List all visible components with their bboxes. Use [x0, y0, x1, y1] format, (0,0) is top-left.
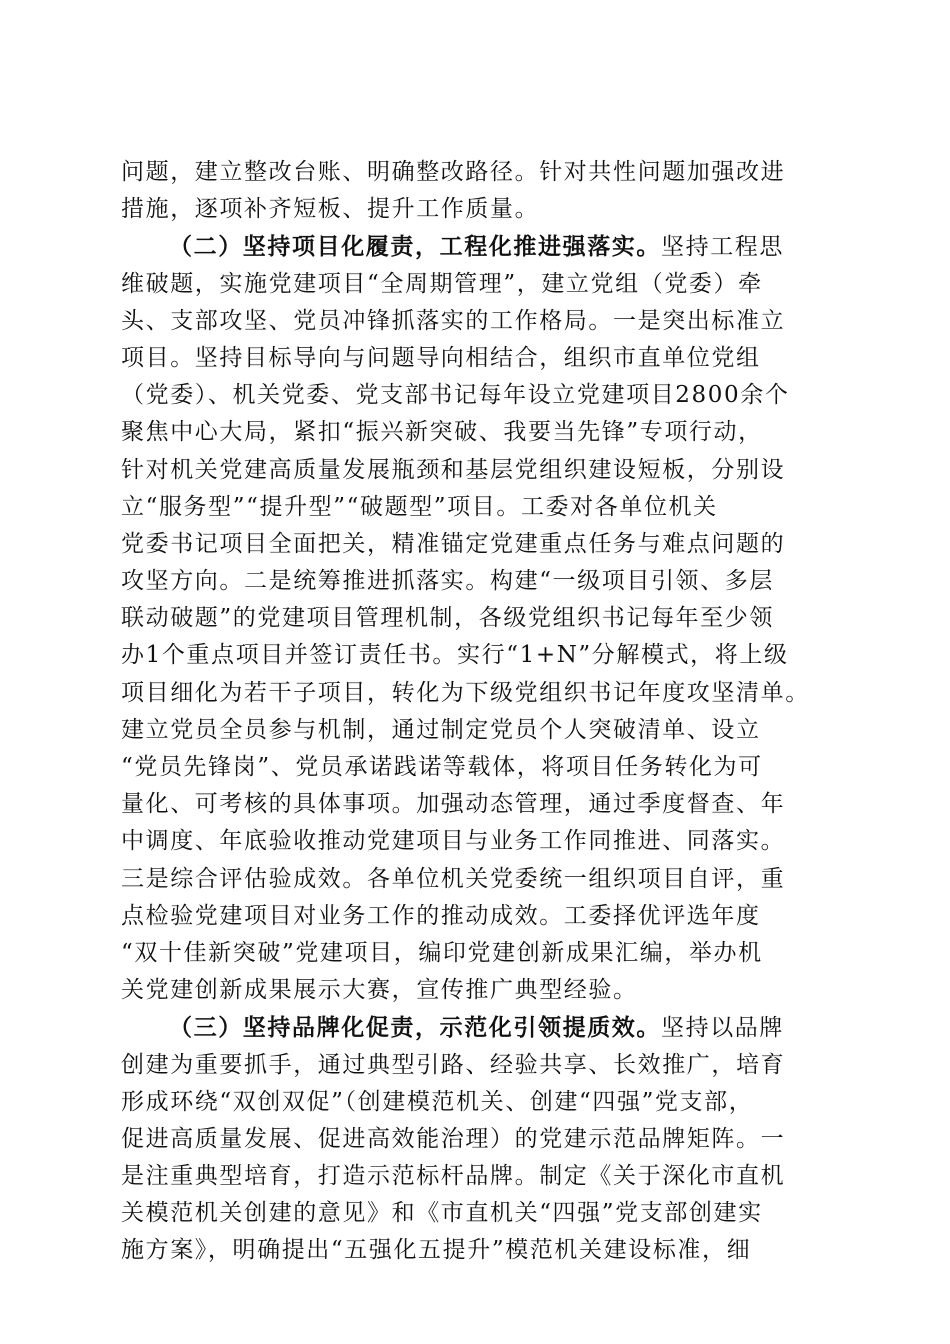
text-line: 关模范机关创建的意见》和《市直机关“四强”党支部创建实	[121, 1200, 763, 1227]
text-line: 创建为重要抓手，通过典型引路、经验共享、长效推广，培育	[121, 1051, 786, 1078]
text-span: 坚持以品牌	[661, 1015, 784, 1042]
text-line: 量化、可考核的具体事项。加强动态管理，通过季度督查、年	[121, 791, 786, 818]
text-line: 项目细化为若干子项目，转化为下级党组织书记年度攻坚清单。	[121, 679, 810, 706]
text-line: 中调度、年底验收推动党建项目与业务工作同推进、同落实。	[121, 828, 786, 855]
text-line: 联动破题”的党建项目管理机制，各级党组织书记每年至少领	[121, 605, 774, 632]
text-line: 党委书记项目全面把关，精准锚定党建重点任务与难点问题的	[121, 530, 786, 557]
text-line: 施方案》，明确提出“五强化五提升”模范机关建设标准，细	[121, 1237, 752, 1264]
text-line: 办1个重点项目并签订责任书。实行“1+N”分解模式，将上级	[121, 642, 789, 669]
section-heading: （二）坚持项目化履责，工程化推进强落实。	[169, 233, 661, 261]
text-line: 项目。坚持目标导向与问题导向相结合，组织市直单位党组	[121, 344, 761, 371]
text-line: （党委）、机关党委、党支部书记每年设立党建项目2800余个	[121, 382, 790, 409]
text-line: 形成环绕“双创双促”（创建模范机关、创建“四强”党支部，	[121, 1088, 754, 1115]
paragraph-previous	[121, 154, 833, 228]
text-line: “党员先锋岗”、党员承诺践诺等载体，将项目任务转化为可	[121, 754, 763, 780]
paragraph-two	[121, 228, 833, 1009]
section-heading: （三）坚持品牌化促责，示范化引领提质效。	[169, 1014, 661, 1042]
text-line: 立“服务型”“提升型”“破题型”项目。工委对各单位机关	[121, 493, 718, 520]
text-line: 三是综合评估验成效。各单位机关党委统一组织项目自评，重	[121, 865, 786, 892]
text-line: 攻坚方向。二是统筹推进抓落实。构建“一级项目引领、多层	[121, 568, 774, 595]
text-line: 针对机关党建高质量发展瓶颈和基层党组织建设短板，分别设	[121, 456, 786, 483]
text-line: 是注重典型培育，打造示范标杆品牌。制定《关于深化市直机	[121, 1163, 786, 1190]
paragraph-first-line	[121, 228, 833, 265]
text-line: 维破题，实施党建项目“全周期管理”，建立党组（党委）牵	[121, 270, 763, 297]
text-line: 促进高质量发展、促进高效能治理）的党建示范品牌矩阵。一	[121, 1125, 786, 1152]
text-line: 聚焦中心大局，紧扣“振兴新突破、我要当先锋”专项行动，	[121, 419, 763, 446]
text-line: 措施，逐项补齐短板、提升工作质量。	[121, 196, 540, 223]
text-span: 坚持工程思	[661, 234, 784, 261]
text-line: 点检验党建项目对业务工作的推动成效。工委择优评选年度	[121, 902, 761, 929]
text-line: “双十佳新突破”党建项目，编印党建创新成果汇编，举办机	[121, 939, 763, 966]
text-line: 问题，建立整改台账、明确整改路径。针对共性问题加强改进	[121, 159, 786, 185]
document-body	[121, 154, 833, 1270]
paragraph-first-line	[121, 1009, 833, 1046]
text-line: 建立党员全员参与机制，通过制定党员个人突破清单、设立	[121, 716, 761, 743]
text-line: 关党建创新成果展示大赛，宣传推广典型经验。	[121, 977, 638, 1004]
paragraph-three	[121, 1009, 833, 1269]
text-line: 头、支部攻坚、党员冲锋抓落实的工作格局。一是突出标准立	[121, 307, 786, 334]
